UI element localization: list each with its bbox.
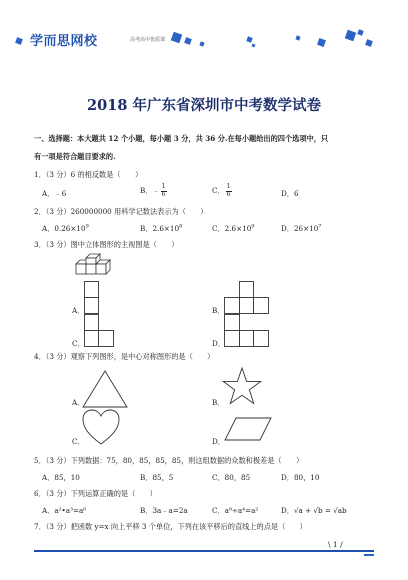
question-5-option-a: A．85，10 bbox=[42, 473, 80, 482]
solid-figure-3d bbox=[72, 254, 118, 280]
option-base: B．2.6×10 bbox=[140, 224, 180, 233]
question-6-stem: 6．（3 分）下列运算正确的是（ ） bbox=[34, 489, 157, 498]
triangle-icon bbox=[82, 370, 128, 408]
front-view-d bbox=[224, 314, 269, 347]
brand-name: 学而思网校 bbox=[30, 34, 98, 49]
question-2-option-d bbox=[281, 224, 321, 234]
question-5-stem: 5．（3 分）下列数据：75，80，85，85，85，则这组数据的众数和极差是（ ） bbox=[34, 456, 304, 465]
option-exponent: 9 bbox=[85, 223, 89, 230]
option-exponent: 9 bbox=[251, 223, 255, 230]
question-4-option-b: B． bbox=[212, 398, 225, 407]
decor-square-icon bbox=[345, 30, 357, 42]
cube-front-face bbox=[96, 264, 106, 274]
footer-accent bbox=[364, 554, 374, 556]
page-slash-right: / bbox=[337, 540, 343, 549]
question-5-option-d: D．80，10 bbox=[281, 473, 320, 482]
option-exponent: 7 bbox=[318, 223, 322, 230]
section-heading-line1: 一、选择题：本大题共 12 个小题，每小题 3 分，共 36 分.在每小题给出的四个选项中，只 bbox=[34, 134, 329, 143]
grid-cell bbox=[254, 331, 269, 347]
question-5-option-b: B．85，5 bbox=[140, 473, 174, 482]
option-exponent: 8 bbox=[179, 223, 183, 230]
star-icon bbox=[222, 367, 262, 407]
grid-cell bbox=[85, 331, 99, 347]
decor-square-icon bbox=[246, 36, 252, 42]
question-1-option-a: A．﹣6 bbox=[42, 189, 67, 198]
question-2-option-a bbox=[42, 224, 89, 234]
grid-cell bbox=[240, 282, 254, 298]
page-slash-left: \ bbox=[328, 540, 333, 549]
fraction-denominator: 6 bbox=[226, 190, 231, 198]
cube-front-face bbox=[86, 258, 96, 264]
decor-square-icon bbox=[171, 32, 183, 44]
cube-front-face bbox=[86, 264, 96, 274]
question-6-option-c: C．a⁸÷a⁴=a² bbox=[212, 506, 259, 515]
brand-slogan: 高考高中优质课 bbox=[130, 37, 166, 43]
grid-cell bbox=[254, 298, 269, 314]
question-1-option-c bbox=[212, 184, 233, 198]
question-3-option-d: D． bbox=[212, 339, 225, 348]
decor-square-icon bbox=[365, 39, 373, 47]
grid-cell bbox=[225, 315, 240, 331]
question-6-option-a: A．a²•a³=a⁶ bbox=[42, 506, 87, 515]
grid-cell bbox=[225, 298, 240, 314]
front-view-c bbox=[84, 314, 114, 347]
decor-square-icon bbox=[317, 38, 326, 47]
question-4-option-d: D． bbox=[212, 437, 225, 446]
grid-cell bbox=[85, 298, 99, 314]
decor-square-icon bbox=[357, 29, 363, 35]
question-2-option-b bbox=[140, 224, 182, 234]
fraction-numerator: 1 bbox=[161, 183, 166, 190]
grid-cell bbox=[99, 331, 114, 347]
question-4-option-c: C． bbox=[72, 437, 85, 446]
option-base: C．2.6×10 bbox=[212, 224, 252, 233]
decor-square-icon bbox=[184, 37, 192, 45]
grid-cell bbox=[240, 298, 254, 314]
decor-square-icon bbox=[252, 44, 256, 48]
question-3-option-a: A． bbox=[72, 306, 85, 315]
question-1-option-d: D．6 bbox=[281, 189, 299, 198]
grid-cell bbox=[85, 282, 99, 298]
brand-logo bbox=[26, 28, 166, 50]
fraction-numerator: 1 bbox=[226, 183, 231, 190]
question-1-option-b bbox=[140, 184, 168, 198]
question-7-stem: 7．（3 分）把函数 y=x 向上平移 3 个单位，下列在该平移后的直线上的点是（ ） bbox=[34, 522, 307, 531]
option-base: A．0.26×10 bbox=[42, 224, 86, 233]
grid-cell bbox=[240, 331, 254, 347]
footer-bar bbox=[34, 550, 374, 552]
option-base: D．26×10 bbox=[281, 224, 319, 233]
question-3-option-b: B． bbox=[212, 306, 225, 315]
page-number bbox=[328, 540, 343, 549]
question-1-stem: 1．（3 分）6 的相反数是（ ） bbox=[34, 170, 143, 179]
decor-square-icon bbox=[199, 41, 204, 46]
page-number-value: 1 bbox=[332, 540, 338, 549]
option-b-prefix: B．﹣ bbox=[140, 186, 160, 195]
question-6-option-b: B．3a﹣a=2a bbox=[140, 506, 188, 515]
exam-title: 2018 年广东省深圳市中考数学试卷 bbox=[87, 97, 321, 114]
fraction bbox=[226, 184, 232, 198]
question-4-stem: 4．（3 分）观察下列图形，是中心对称图形的是（ ） bbox=[34, 352, 215, 361]
section-heading-line2: 有一项是符合题目要求的. bbox=[34, 152, 116, 161]
question-6-option-d: D．√a + √b = √ab bbox=[281, 506, 347, 515]
grid-cell bbox=[225, 331, 240, 347]
question-5-option-c: C．80，85 bbox=[212, 473, 251, 482]
fraction-denominator: 6 bbox=[161, 190, 166, 198]
heart-icon bbox=[82, 409, 120, 445]
question-2-option-c bbox=[212, 224, 254, 234]
cube-front-face bbox=[76, 264, 86, 274]
decor-square-icon bbox=[295, 35, 300, 40]
parallelogram-icon bbox=[224, 417, 272, 441]
front-view-b bbox=[224, 281, 269, 314]
grid-cell bbox=[85, 315, 99, 331]
question-2-stem: 2．（3 分）260000000 用科学记数法表示为（ ） bbox=[34, 207, 208, 216]
question-3-option-c: C． bbox=[72, 339, 85, 348]
decor-square-icon bbox=[15, 37, 23, 45]
fraction bbox=[161, 184, 167, 198]
front-view-a bbox=[84, 281, 99, 314]
page-header bbox=[0, 0, 408, 62]
option-c-prefix: C． bbox=[212, 186, 225, 195]
question-4-option-a: A． bbox=[72, 398, 85, 407]
question-3-stem: 3．（3 分）图中立体图形的主视图是（ ） bbox=[34, 240, 179, 249]
